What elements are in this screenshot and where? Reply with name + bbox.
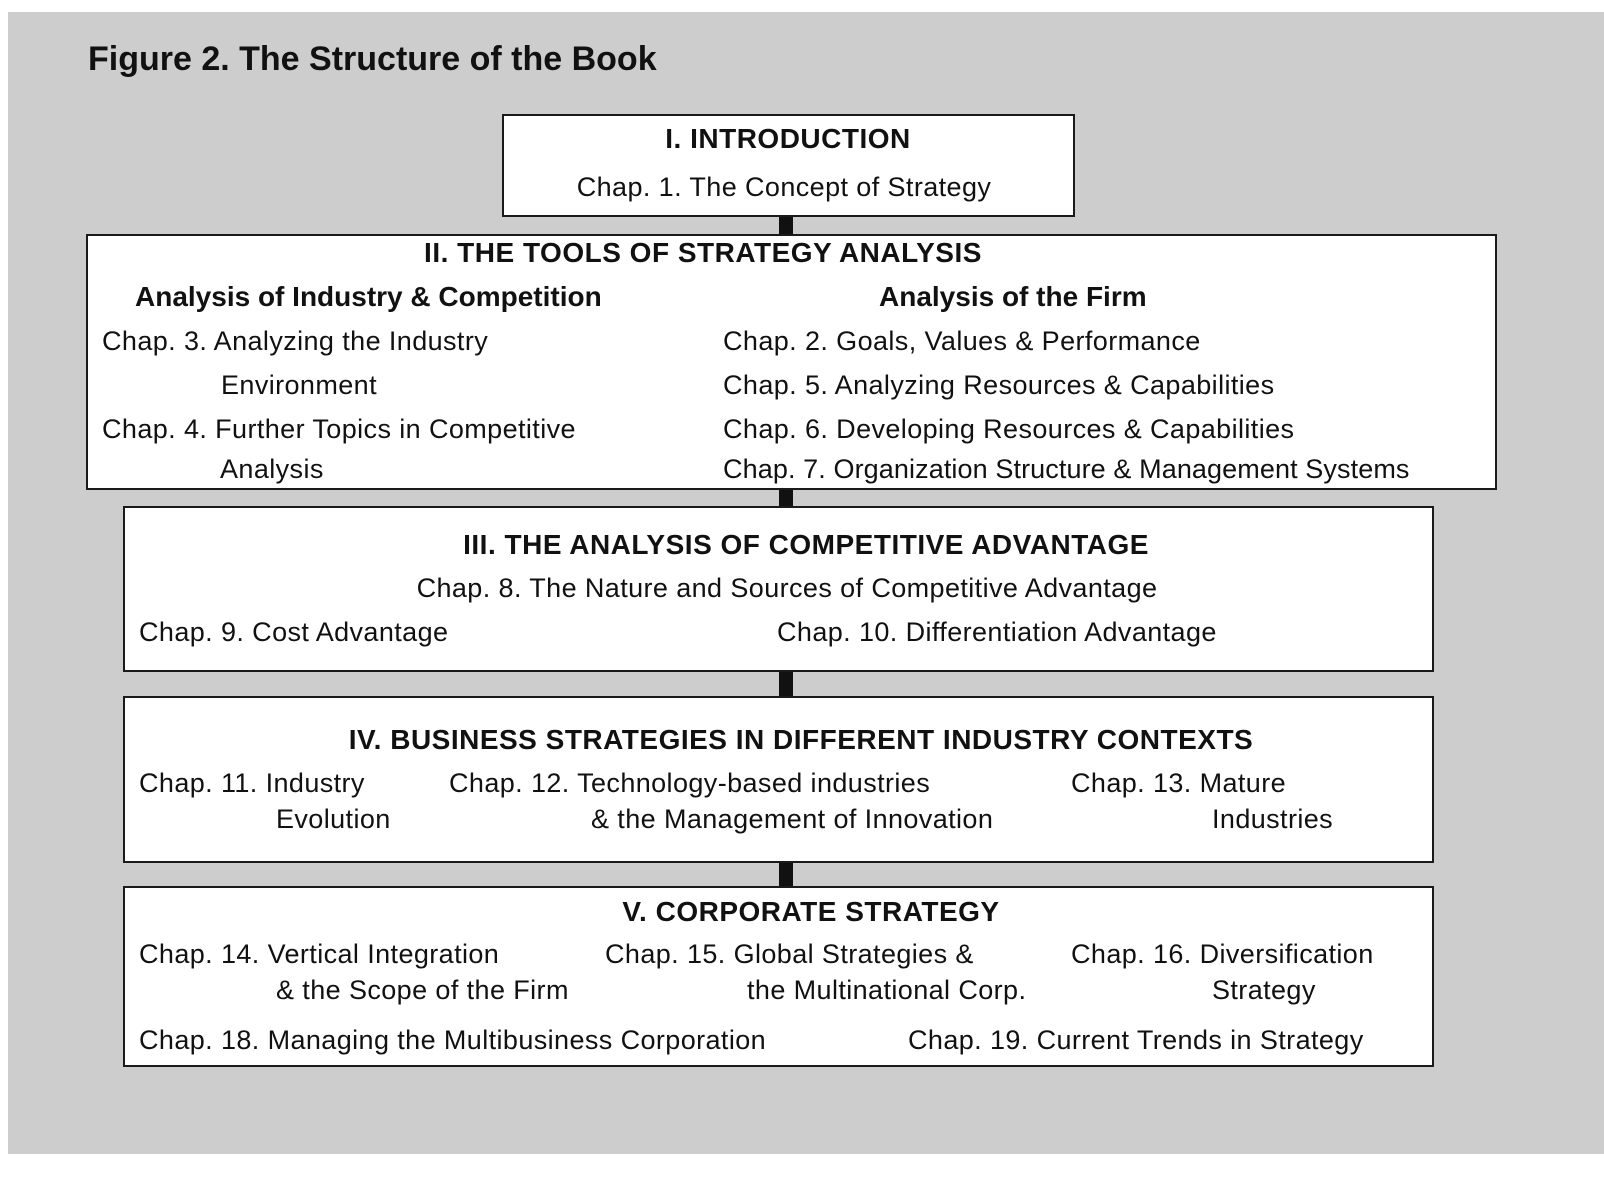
chapter-12-line-2: & the Management of Innovation bbox=[591, 804, 994, 834]
chapter-11-line-2: Evolution bbox=[276, 804, 391, 834]
chapter-1: Chap. 1. The Concept of Strategy bbox=[576, 172, 992, 202]
connector-3-4 bbox=[779, 671, 793, 698]
chapter-5: Chap. 5. Analyzing Resources & Capabilities bbox=[723, 370, 1275, 400]
connector-2-3 bbox=[779, 488, 793, 508]
chapter-3-line-1: Chap. 3. Analyzing the Industry bbox=[102, 326, 489, 356]
chapter-8: Chap. 8. The Nature and Sources of Competitive Advantage bbox=[416, 573, 1158, 603]
chapter-18: Chap. 18. Managing the Multibusiness Corporation bbox=[139, 1025, 767, 1055]
chapter-16-line-2: Strategy bbox=[1212, 975, 1316, 1005]
tools-heading: II. THE TOOLS OF STRATEGY ANALYSIS bbox=[424, 237, 982, 268]
chapter-4-line-1: Chap. 4. Further Topics in Competitive bbox=[102, 414, 576, 444]
chapter-9: Chap. 9. Cost Advantage bbox=[139, 617, 449, 647]
chapter-15-line-1: Chap. 15. Global Strategies & bbox=[605, 939, 974, 969]
corporate-heading: V. CORPORATE STRATEGY bbox=[622, 896, 1000, 927]
chapter-14-line-2: & the Scope of the Firm bbox=[276, 975, 569, 1005]
chapter-10: Chap. 10. Differentiation Advantage bbox=[777, 617, 1217, 647]
intro-heading: I. INTRODUCTION bbox=[665, 123, 911, 154]
firm-analysis-heading: Analysis of the Firm bbox=[879, 281, 1147, 312]
figure-title: Figure 2. The Structure of the Book bbox=[88, 40, 657, 78]
chapter-16-line-1: Chap. 16. Diversification bbox=[1071, 939, 1374, 969]
chapter-3-line-2: Environment bbox=[221, 370, 377, 400]
industry-analysis-heading: Analysis of Industry & Competition bbox=[135, 281, 602, 312]
chapter-15-line-2: the Multinational Corp. bbox=[747, 975, 1027, 1005]
chapter-13-line-1: Chap. 13. Mature bbox=[1071, 768, 1287, 798]
business-heading: IV. BUSINESS STRATEGIES IN DIFFERENT INDUSTRY CONTEXTS bbox=[348, 724, 1254, 755]
chapter-6: Chap. 6. Developing Resources & Capabilities bbox=[723, 414, 1295, 444]
advantage-heading: III. THE ANALYSIS OF COMPETITIVE ADVANTAGE bbox=[463, 529, 1149, 560]
chapter-13-line-2: Industries bbox=[1212, 804, 1334, 834]
chapter-4-line-2: Analysis bbox=[220, 454, 324, 484]
chapter-19: Chap. 19. Current Trends in Strategy bbox=[908, 1025, 1364, 1055]
connector-1-2 bbox=[779, 216, 793, 236]
tools-box bbox=[86, 234, 1497, 490]
chapter-2: Chap. 2. Goals, Values & Performance bbox=[723, 326, 1201, 356]
chapter-12-line-1: Chap. 12. Technology-based industries bbox=[449, 768, 931, 798]
connector-4-5 bbox=[779, 862, 793, 888]
chapter-7: Chap. 7. Organization Structure & Management Systems bbox=[723, 454, 1410, 484]
chapter-14-line-1: Chap. 14. Vertical Integration bbox=[139, 939, 500, 969]
chapter-11-line-1: Chap. 11. Industry bbox=[139, 768, 365, 798]
